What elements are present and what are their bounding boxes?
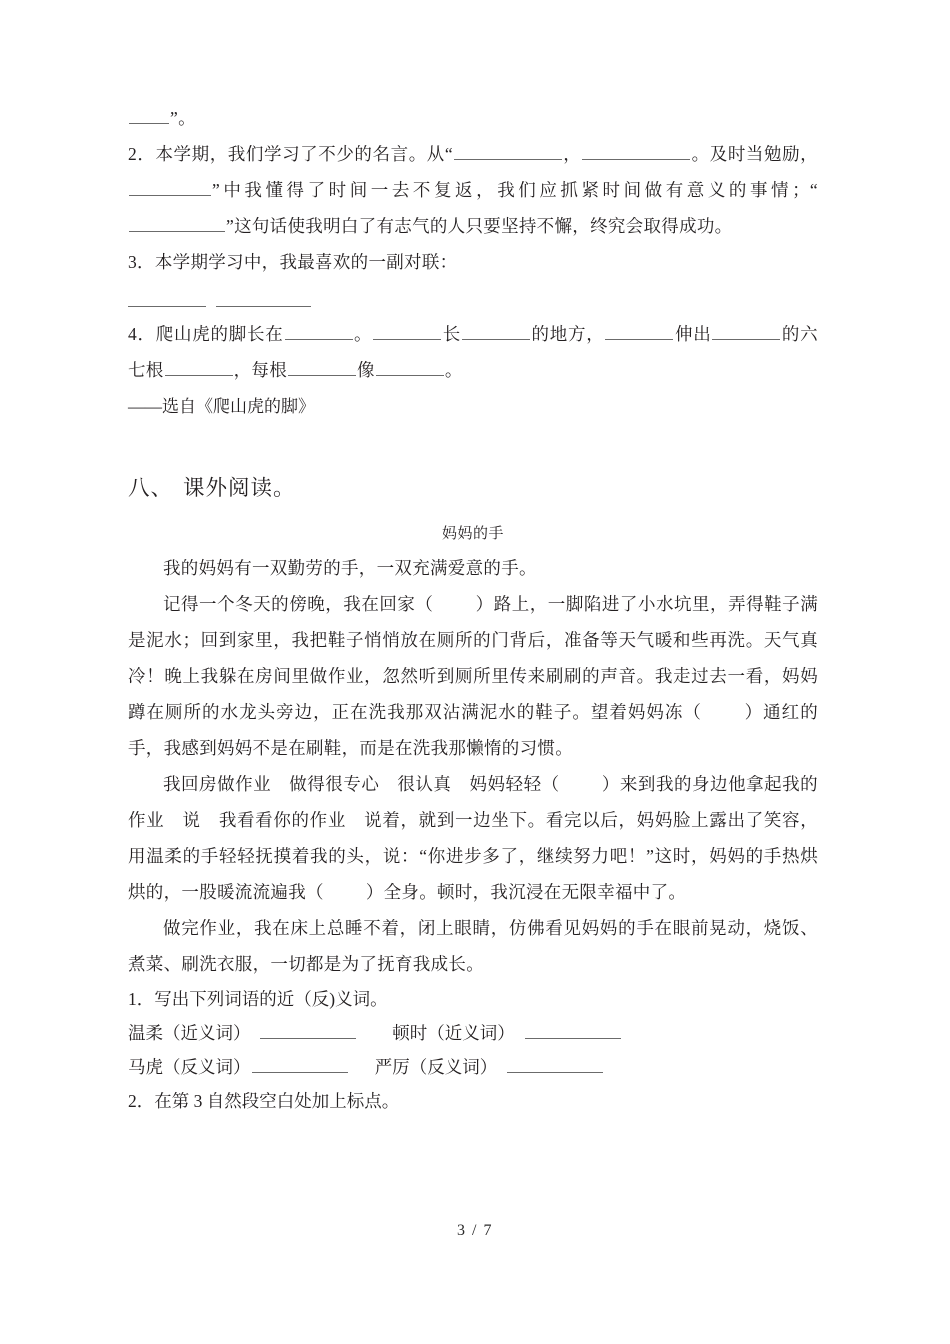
q2-part1: 本学期，我们学习了不少的名言。从“ (155, 144, 453, 164)
answer-blank[interactable] (288, 358, 356, 377)
top-fragment-line (128, 100, 818, 136)
answer-blank[interactable] (373, 322, 441, 341)
passage-title: 妈妈的手 (441, 526, 504, 542)
rq1-text: 写出下列词语的近（反)义词。 (154, 989, 388, 1009)
rq1-row2-right-word: 严厉（反义词） (374, 1057, 498, 1077)
page-number-footer: 3 / 7 (457, 1222, 493, 1239)
answer-blank[interactable] (454, 142, 562, 161)
q4-part4: 的地方， (531, 324, 605, 344)
answer-blank[interactable] (582, 142, 690, 161)
answer-blank[interactable] (129, 214, 225, 233)
answer-blank[interactable] (129, 106, 169, 125)
passage-paragraph-3 (128, 766, 818, 910)
answer-blank[interactable] (165, 358, 233, 377)
q3-text: 本学期学习中，我最喜欢的一副对联： (154, 252, 458, 272)
q4-source: ——选自《爬山虎的脚》 (128, 397, 315, 416)
answer-blank[interactable] (525, 1021, 621, 1040)
rq2-number: 2． (128, 1091, 155, 1111)
answer-blank[interactable] (507, 1055, 603, 1074)
page-content (128, 100, 818, 1118)
q4-part9: 。 (444, 360, 463, 380)
question-2 (128, 136, 818, 244)
q2-part4: ”中我懂得了时间一去不复返，我们应抓紧时间做有意义的事情； (212, 180, 810, 200)
answer-blank[interactable] (605, 322, 673, 341)
answer-blank[interactable] (285, 322, 353, 341)
rq1-row1-right-word: 顿时（近义词） (392, 1023, 515, 1043)
question-4 (128, 316, 818, 388)
q4-part2: 。 (353, 324, 373, 344)
p3-seg1: 我回房做作业 做得很专心 很认真 妈妈轻轻（ (163, 774, 560, 794)
passage-paragraph-4: 做完作业，我在床上总睡不着，闭上眼睛，仿佛看见妈妈的手在眼前晃动，烧饭、煮菜、刷洗衣服，一切都是为了抚育我成长。 (128, 918, 818, 974)
couplet-blank-upper[interactable] (128, 292, 206, 307)
answer-blank[interactable] (712, 322, 780, 341)
q4-part8: 像 (357, 360, 375, 380)
rq1-row1-left-word: 温柔（近义词） (128, 1023, 251, 1043)
answer-blank[interactable] (376, 358, 444, 377)
answer-blank[interactable] (260, 1021, 356, 1040)
reading-question-1 (128, 982, 818, 1016)
q2-part6: ”这句话使我明白了有志气的人只要坚持不懈，终究会取得成功。 (226, 216, 733, 236)
p3-seg3: ）全身。顿时，我沉浸在无限幸福中了。 (365, 882, 687, 902)
q4-part5: 伸出 (674, 324, 712, 344)
q3-number: 3． (128, 252, 155, 272)
p3-seg2: ）来到我的身边他拿起我的作业 说 我看看你的作业 说着，就到一边坐下。看完以后，妈妈脸上露出了笑容，用温柔的手轻轻抚摸着我的头，说：“你进步多了，继续努力吧！”这时，妈妈的手热烘烘的，一股暖流流遍我（ (128, 774, 818, 902)
section-eight-number: 八、 (128, 476, 174, 500)
answer-blank[interactable] (462, 322, 530, 341)
q4-part7: ，每根 (233, 360, 288, 380)
q2-part2: ， (562, 144, 582, 164)
reading-question-2 (128, 1084, 818, 1118)
couplet-answer-row (128, 292, 818, 314)
q4-number: 4． (128, 324, 156, 344)
passage-paragraph-2 (128, 586, 818, 766)
couplet-blank-lower[interactable] (216, 292, 311, 307)
top-fragment-text: ”。 (170, 108, 196, 128)
answer-blank[interactable] (252, 1055, 348, 1074)
q4-part6: 的六七根 (128, 324, 818, 380)
section-eight-heading (128, 468, 818, 508)
rq2-text: 在第 3 自然段空白处加上标点。 (154, 1091, 400, 1111)
section-eight-title: 课外阅读。 (183, 476, 296, 500)
passage-paragraph-1: 我的妈妈有一双勤劳的手，一双充满爱意的手。 (163, 558, 537, 578)
rq1-number: 1． (128, 989, 155, 1009)
p2-seg1: 记得一个冬天的傍晚，我在回家（ (163, 594, 434, 614)
question-3 (128, 244, 818, 280)
p2-seg3: ）通红的手，我感到妈妈不是在刷鞋，而是在洗我那懒惰的习惯。 (128, 702, 818, 758)
p2-seg2: ）路上，一脚陷进了小水坑里，弄得鞋子满是泥水；回到家里，我把鞋子悄悄放在厕所的门背后，准备等天气暖和些再洗。天气真冷！晚上我躲在房间里做作业，忽然听到厕所里传来刷刷的声音。我走过去一看，妈妈蹲在厕所的水龙头旁边，正在洗我那双沾满泥水的鞋子。望着妈妈冻（ (128, 594, 819, 722)
q2-number: 2． (128, 144, 156, 164)
synonym-row-2 (128, 1050, 818, 1084)
q4-part1: 爬山虎的脚长在 (155, 324, 284, 344)
q2-part5: “ (809, 180, 818, 200)
synonym-row-1 (128, 1016, 818, 1050)
q4-part3: 长 (442, 324, 461, 344)
answer-blank[interactable] (129, 178, 211, 197)
rq1-row2-left-word: 马虎（反义词） (128, 1057, 251, 1077)
q2-part3: 。及时当勉励， (691, 144, 818, 164)
